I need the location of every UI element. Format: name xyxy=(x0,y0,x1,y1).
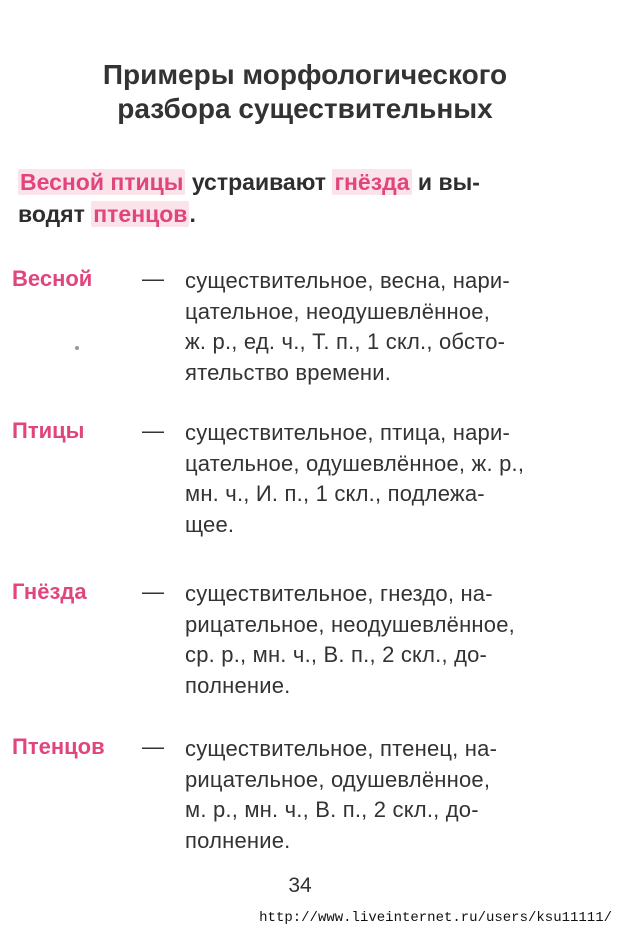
entry-description xyxy=(185,579,591,701)
desc-line: рицательное, одушевлённое, xyxy=(185,766,491,792)
desc-line: рицательное, неодушевлённое, xyxy=(185,611,515,637)
entry-word: Птицы xyxy=(12,418,85,443)
highlight-word-ptentsov: птенцов xyxy=(93,201,188,227)
entry-word: Весной xyxy=(12,266,93,291)
desc-line: полнение. xyxy=(185,672,291,698)
desc-line: щее. xyxy=(185,511,235,537)
sentence-text-2: и вы- xyxy=(411,169,480,195)
desc-line: ср. р., мн. ч., В. п., 2 скл., до- xyxy=(185,642,488,667)
entry-description xyxy=(185,418,591,540)
entry-dash: — xyxy=(142,418,164,443)
desc-line: существительное, птенец, на- xyxy=(185,736,498,761)
desc-line: ятельство времени. xyxy=(185,359,392,385)
entry-word: Гнёзда xyxy=(12,579,87,604)
sentence-text-4: . xyxy=(189,201,196,227)
desc-line: существительное, весна, нари- xyxy=(185,268,510,293)
desc-line: цательное, неодушевлённое, xyxy=(185,298,491,324)
desc-line: ж. р., ед. ч., Т. п., 1 скл., обсто- xyxy=(185,329,506,354)
desc-line: цательное, одушевлённое, ж. р., xyxy=(185,450,525,476)
entry-dash: — xyxy=(142,734,164,759)
desc-line: мн. ч., И. п., 1 скл., подлежа- xyxy=(185,481,485,506)
entry-dash: — xyxy=(142,266,164,291)
desc-line: существительное, птица, нари- xyxy=(185,420,510,445)
page-number: 34 xyxy=(288,874,312,897)
print-speck xyxy=(75,346,79,350)
source-url-watermark: http://www.liveinternet.ru/users/ksu11111/ xyxy=(259,910,612,926)
highlight-word-vesnoy-ptitsy: Весной птицы xyxy=(20,169,184,195)
sentence-text-1: устраивают xyxy=(185,169,333,195)
example-sentence xyxy=(18,166,598,230)
desc-line: полнение. xyxy=(185,827,291,853)
desc-line: м. р., мн. ч., В. п., 2 скл., до- xyxy=(185,797,479,822)
page-title xyxy=(0,58,610,126)
title-line-2: разбора существительных xyxy=(117,93,493,124)
entry-dash: — xyxy=(142,579,164,604)
highlight-word-gnezda: гнёзда xyxy=(334,169,410,195)
sentence-text-3: водят xyxy=(18,201,92,227)
title-line-1: Примеры морфологического xyxy=(102,59,508,90)
desc-line: существительное, гнездо, на- xyxy=(185,581,493,606)
entry-word: Птенцов xyxy=(12,734,105,759)
entry-description xyxy=(185,266,591,388)
entry-description xyxy=(185,734,591,856)
